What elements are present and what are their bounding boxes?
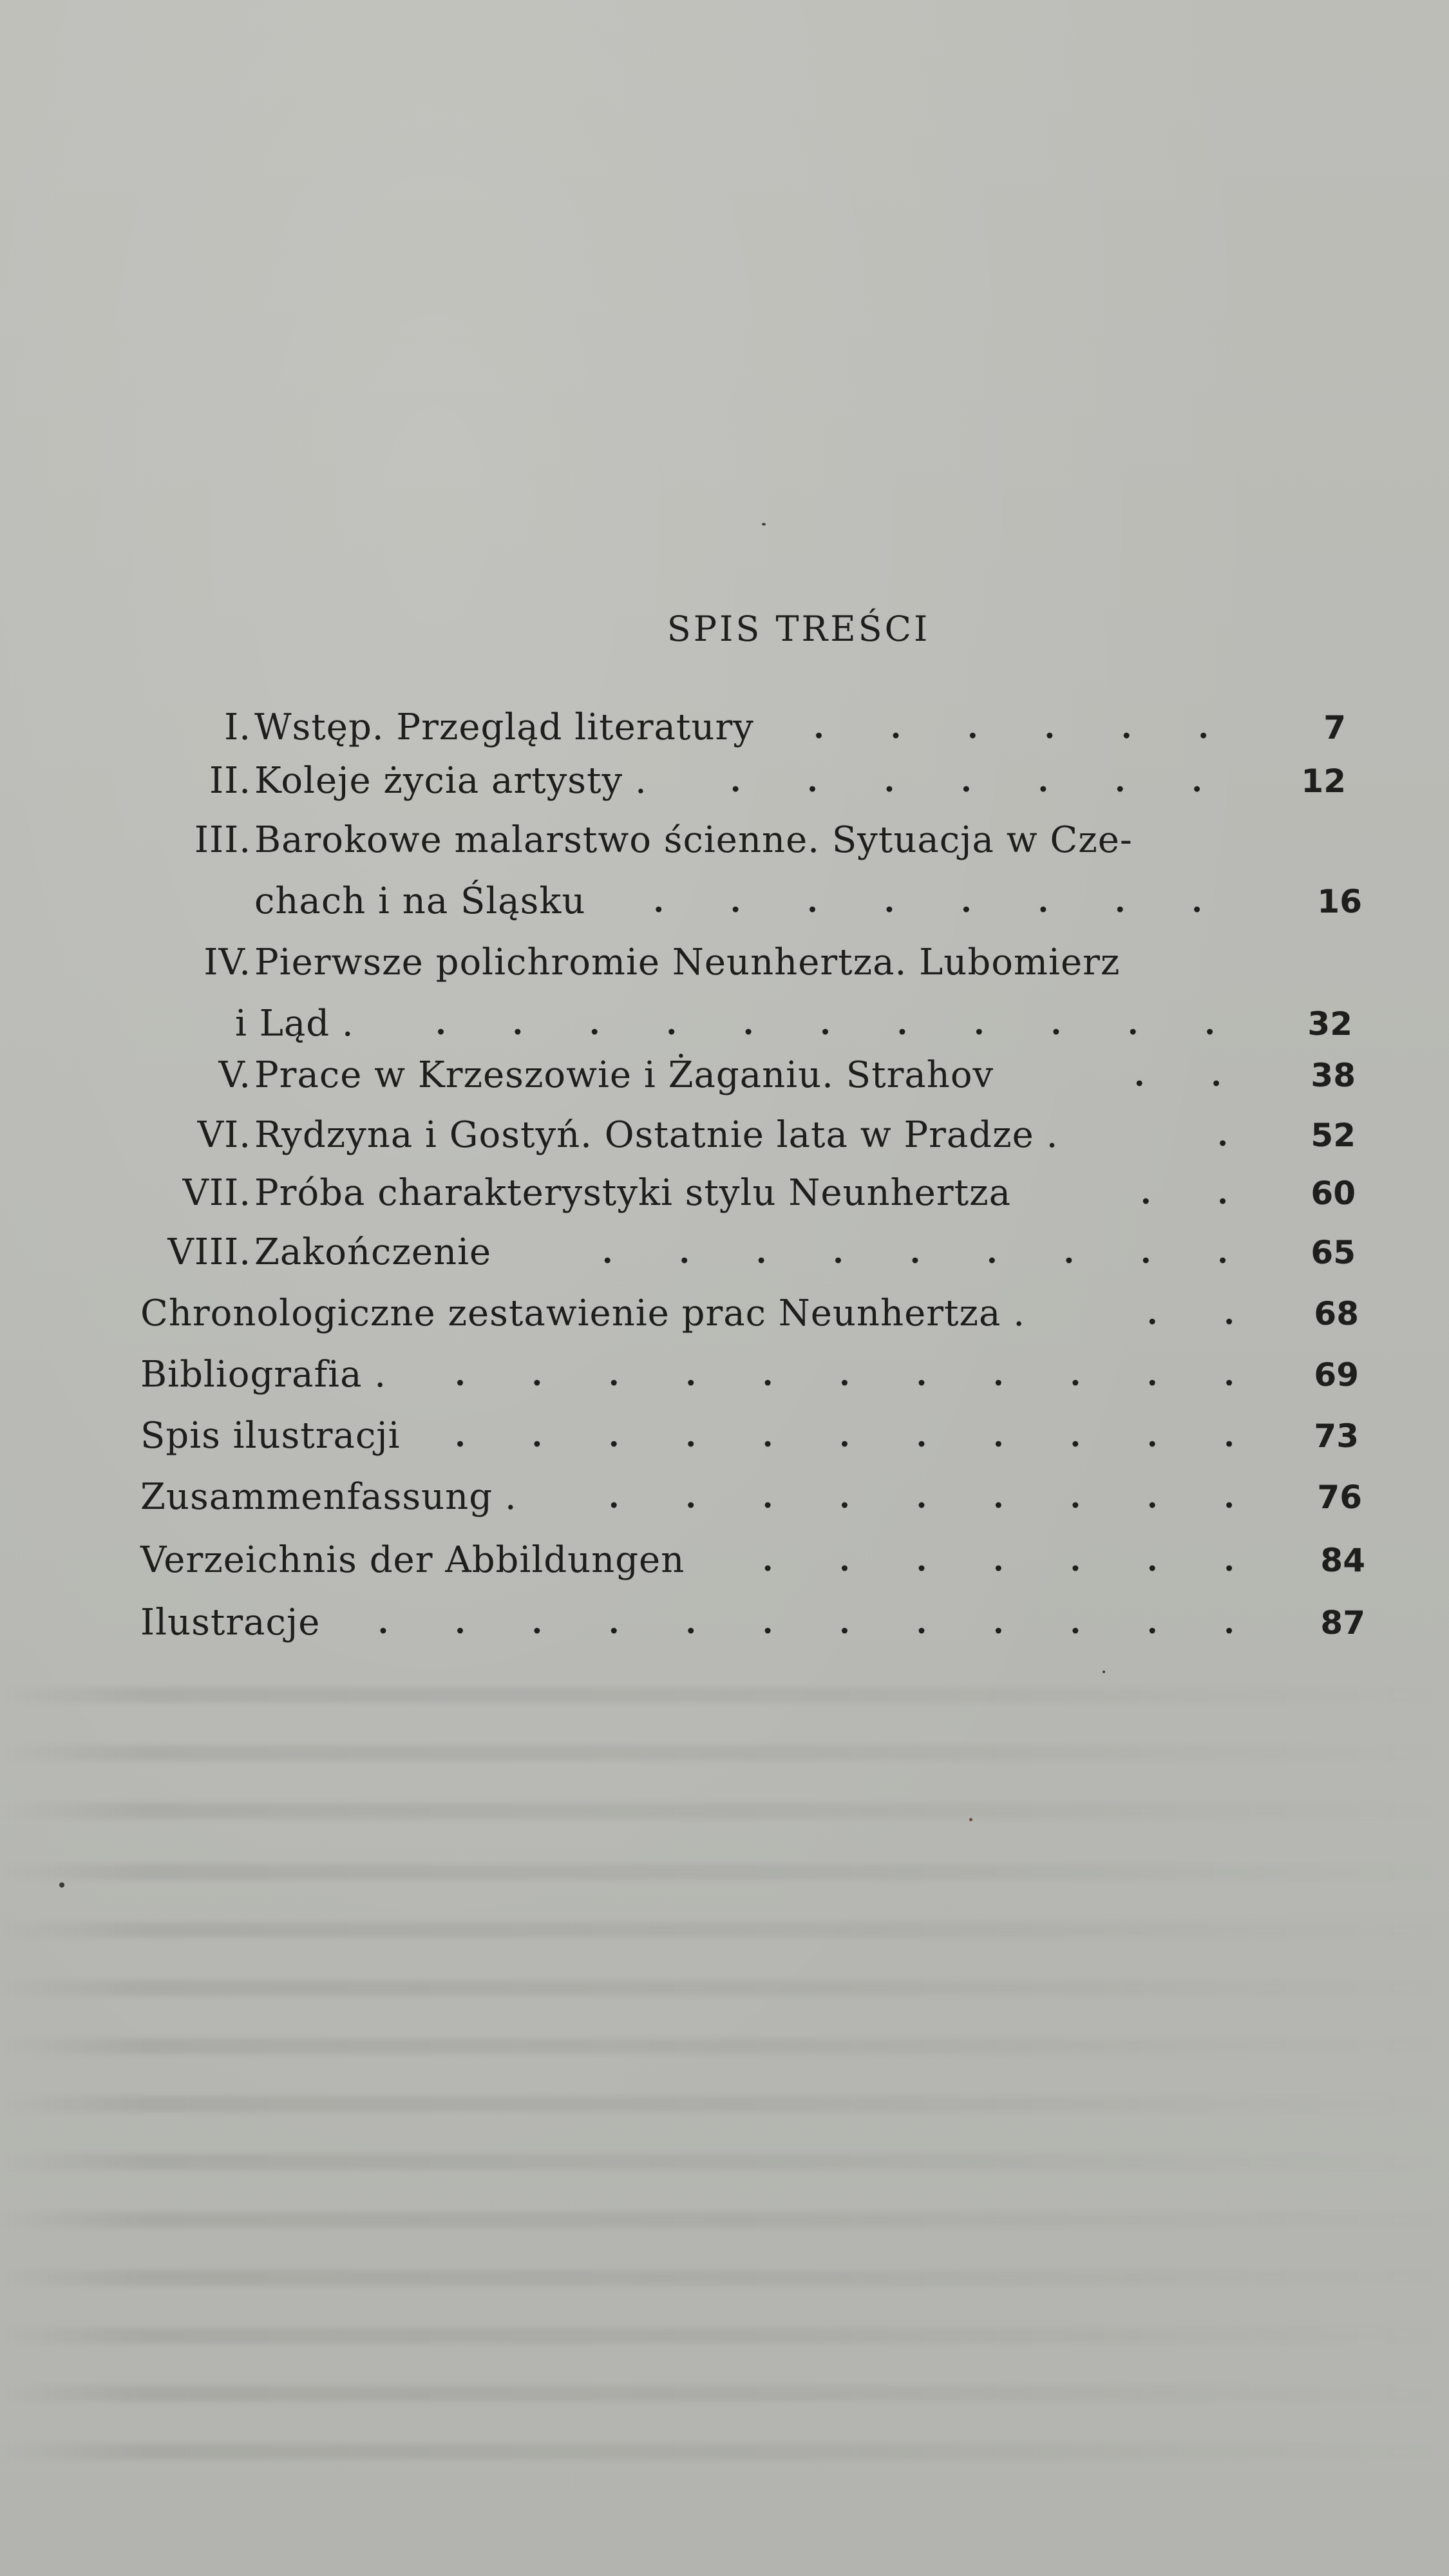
- toc-entry[interactable]: [0, 1535, 1449, 1586]
- toc-entry[interactable]: [0, 1410, 1449, 1462]
- leader-dots: . . . . . . . . . . .: [435, 1006, 1243, 1042]
- page-number: 12: [1301, 762, 1346, 800]
- toc-entry[interactable]: [0, 1472, 1449, 1523]
- leader-dots: . . . . . . .: [762, 1542, 1262, 1578]
- page-number: 84: [1320, 1542, 1365, 1579]
- chapter-number: III.: [194, 819, 251, 861]
- toc-entry[interactable]: [0, 937, 1449, 989]
- page-number: 76: [1317, 1479, 1362, 1516]
- chapter-title-line-1: Barokowe malarstwo ścienne. Sytuacja w Cze-: [254, 819, 1133, 861]
- chapter-title: Zakończenie: [254, 1231, 492, 1273]
- toc-entry[interactable]: [0, 1288, 1449, 1340]
- chapter-title: Wstęp. Przegląd literatury: [254, 706, 754, 748]
- toc-entry-continuation[interactable]: [0, 998, 1449, 1050]
- section-title: Ilustracje: [140, 1602, 321, 1643]
- chapter-title: Koleje życia artysty .: [254, 760, 647, 802]
- leader-dots: . . . . . . . . . . . .: [377, 1605, 1262, 1641]
- chapter-number: I.: [224, 706, 251, 748]
- chapter-title-line-2: i Ląd .: [235, 1003, 354, 1045]
- page-number: 52: [1311, 1117, 1356, 1154]
- page-number: 60: [1311, 1175, 1356, 1212]
- chapter-number: V.: [218, 1054, 251, 1096]
- chapter-title-line-1: Pierwsze polichromie Neunhertza. Lubomierz: [254, 942, 1121, 983]
- section-title: Verzeichnis der Abbildungen: [140, 1539, 685, 1581]
- section-title: Chronologiczne zestawienie prac Neunhertza .: [140, 1293, 1026, 1334]
- leader-dots: . . . . . . . . .: [608, 1479, 1262, 1515]
- toc-entry[interactable]: [0, 1168, 1449, 1219]
- chapter-title: Prace w Krzeszowie i Żaganiu. Strahov: [254, 1054, 994, 1096]
- toc-entry[interactable]: [0, 1050, 1449, 1101]
- page-number: 38: [1311, 1057, 1356, 1094]
- leader-dots: . . . . . . .: [730, 763, 1230, 799]
- toc-heading: SPIS TREŚCI: [667, 609, 931, 649]
- leader-dots: . . . . . . . . .: [601, 1235, 1256, 1271]
- toc-entry[interactable]: [0, 815, 1449, 866]
- leader-dots: . . . . . . . . . . .: [455, 1418, 1262, 1454]
- chapter-number: II.: [209, 760, 251, 802]
- chapter-number: IV.: [204, 942, 251, 983]
- toc-entry[interactable]: [0, 702, 1449, 753]
- section-title: Bibliografia .: [140, 1354, 387, 1396]
- chapter-title: Rydzyna i Gostyń. Ostatnie lata w Pradze .: [254, 1114, 1059, 1156]
- chapter-title-line-2: chach i na Śląsku: [254, 880, 586, 922]
- leader-dots: . .: [1133, 1057, 1249, 1094]
- page-number: 69: [1314, 1356, 1359, 1394]
- toc-entry[interactable]: [0, 1110, 1449, 1161]
- toc-entry[interactable]: [0, 755, 1449, 807]
- section-title: Spis ilustracji: [140, 1415, 401, 1457]
- chapter-number: VI.: [197, 1114, 251, 1156]
- page-number: 65: [1311, 1234, 1356, 1271]
- leader-dots: . . . . . .: [813, 710, 1236, 746]
- leader-dots: . . . . . . . . . . .: [455, 1357, 1262, 1393]
- leader-dots: . .: [1146, 1296, 1262, 1332]
- toc-entry[interactable]: [0, 1349, 1449, 1401]
- page-number: 68: [1314, 1295, 1359, 1332]
- page-number: 73: [1314, 1417, 1359, 1455]
- toc-entry[interactable]: [0, 1227, 1449, 1278]
- toc-entry[interactable]: [0, 1597, 1449, 1649]
- leader-dots: . . . . . . . .: [653, 884, 1230, 920]
- leader-dots: . .: [1140, 1175, 1256, 1211]
- leader-dots: .: [1217, 1117, 1256, 1153]
- section-title: Zusammenfassung .: [140, 1476, 517, 1518]
- chapter-number: VII.: [182, 1172, 251, 1214]
- chapter-number: VIII.: [167, 1231, 251, 1273]
- page-number: 16: [1317, 883, 1362, 920]
- page-number: 7: [1323, 709, 1346, 746]
- page-number: 87: [1320, 1604, 1365, 1642]
- page-number: 32: [1307, 1005, 1352, 1043]
- chapter-title: Próba charakterystyki stylu Neunhertza: [254, 1172, 1011, 1214]
- toc-entry-continuation[interactable]: [0, 876, 1449, 927]
